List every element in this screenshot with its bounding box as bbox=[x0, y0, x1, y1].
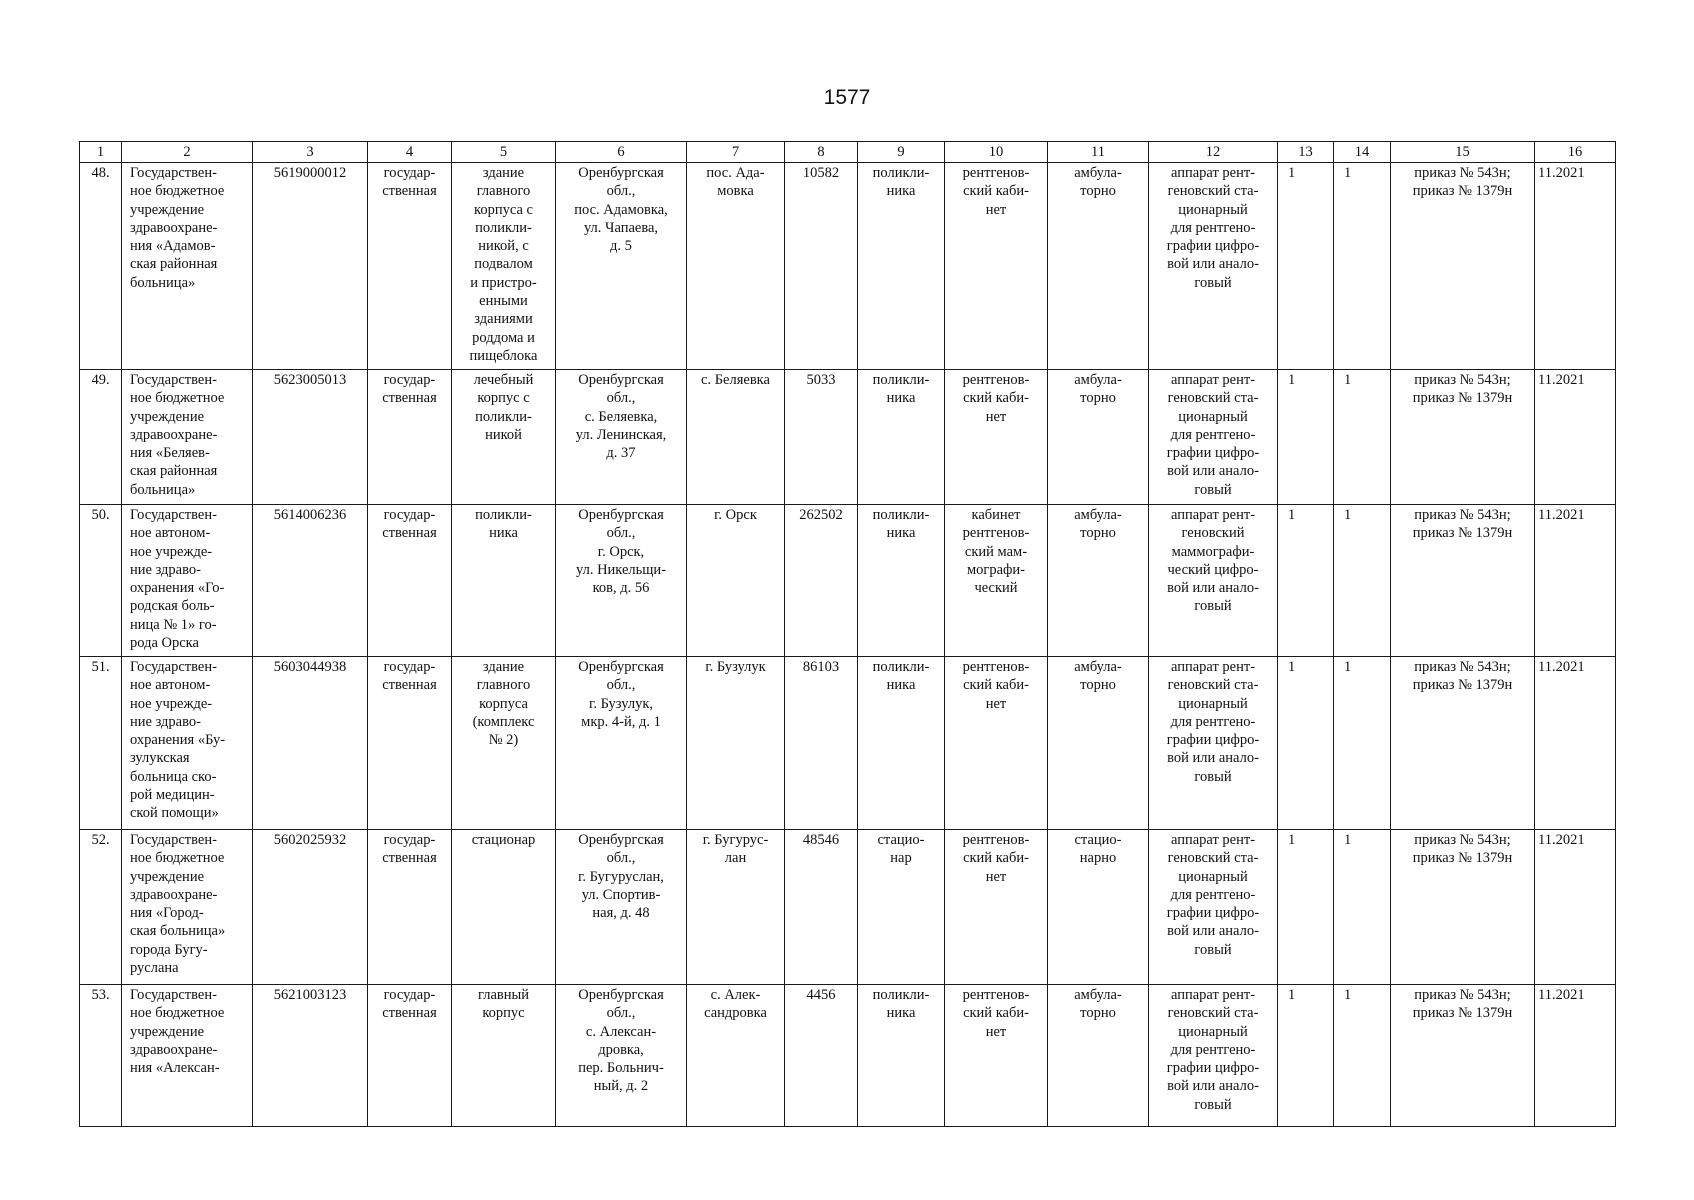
room-type-cell: рентгенов- ский каби- нет bbox=[945, 657, 1048, 830]
order-reference-cell: приказ № 543н; приказ № 1379н bbox=[1391, 370, 1535, 505]
inn-code-cell: 5603044938 bbox=[253, 657, 368, 830]
quantity-13-cell: 1 bbox=[1278, 985, 1334, 1127]
column-number: 15 bbox=[1391, 142, 1535, 163]
organization-name-cell: Государствен- ное бюджетное учреждение здравоохране- ния «Беляев- ская районная больница» bbox=[122, 370, 253, 505]
row-number-cell: 50. bbox=[80, 505, 122, 657]
organization-name-cell: Государствен- ное бюджетное учреждение здравоохране- ния «Алексан- bbox=[122, 985, 253, 1127]
column-number: 6 bbox=[556, 142, 687, 163]
care-condition-cell: амбула- торно bbox=[1048, 163, 1149, 370]
building-name-cell: стационар bbox=[452, 830, 556, 985]
order-reference-cell: приказ № 543н; приказ № 1379н bbox=[1391, 505, 1535, 657]
ownership-form-cell: государ- ственная bbox=[368, 830, 452, 985]
date-cell: 11.2021 bbox=[1535, 830, 1616, 985]
order-reference-cell: приказ № 543н; приказ № 1379н bbox=[1391, 657, 1535, 830]
column-number: 2 bbox=[122, 142, 253, 163]
ownership-form-cell: государ- ственная bbox=[368, 985, 452, 1127]
table-row bbox=[80, 985, 1616, 1127]
building-name-cell: поликли- ника bbox=[452, 505, 556, 657]
building-name-cell: лечебный корпус с поликли- никой bbox=[452, 370, 556, 505]
address-cell: Оренбургская обл., с. Алексан- дровка, пер. Больнич- ный, д. 2 bbox=[556, 985, 687, 1127]
address-cell: Оренбургская обл., с. Беляевка, ул. Ленинская, д. 37 bbox=[556, 370, 687, 505]
care-condition-cell: амбула- торно bbox=[1048, 370, 1149, 505]
room-type-cell: рентгенов- ский каби- нет bbox=[945, 370, 1048, 505]
population-count-cell: 5033 bbox=[785, 370, 858, 505]
room-type-cell: рентгенов- ский каби- нет bbox=[945, 163, 1048, 370]
table-row bbox=[80, 830, 1616, 985]
locality-cell: пос. Ада- мовка bbox=[687, 163, 785, 370]
row-number-cell: 52. bbox=[80, 830, 122, 985]
ownership-form-cell: государ- ственная bbox=[368, 505, 452, 657]
organization-name-cell: Государствен- ное бюджетное учреждение здравоохране- ния «Город- ская больница» города Бугу- руслана bbox=[122, 830, 253, 985]
column-number: 12 bbox=[1149, 142, 1278, 163]
row-number-cell: 51. bbox=[80, 657, 122, 830]
page-number: 1577 bbox=[823, 86, 871, 109]
equipment-type-cell: аппарат рент- геновский маммографи- ческий цифро- вой или анало- говый bbox=[1149, 505, 1278, 657]
population-count-cell: 4456 bbox=[785, 985, 858, 1127]
care-condition-cell: амбула- торно bbox=[1048, 505, 1149, 657]
organization-name-cell: Государствен- ное автоном- ное учрежде- ние здраво- охранения «Бу- зулукская больница ско- рой медицин- ской помощи» bbox=[122, 657, 253, 830]
care-condition-cell: стацио- нарно bbox=[1048, 830, 1149, 985]
population-count-cell: 10582 bbox=[785, 163, 858, 370]
inn-code-cell: 5621003123 bbox=[253, 985, 368, 1127]
building-name-cell: здание главного корпуса с поликли- никой, с подвалом и пристро- енными зданиями роддома и пищеблока bbox=[452, 163, 556, 370]
order-reference-cell: приказ № 543н; приказ № 1379н bbox=[1391, 163, 1535, 370]
quantity-14-cell: 1 bbox=[1334, 163, 1391, 370]
column-number: 5 bbox=[452, 142, 556, 163]
quantity-13-cell: 1 bbox=[1278, 657, 1334, 830]
locality-cell: с. Беляевка bbox=[687, 370, 785, 505]
quantity-13-cell: 1 bbox=[1278, 370, 1334, 505]
column-number: 8 bbox=[785, 142, 858, 163]
row-number-cell: 49. bbox=[80, 370, 122, 505]
table-row bbox=[80, 370, 1616, 505]
ownership-form-cell: государ- ственная bbox=[368, 657, 452, 830]
order-reference-cell: приказ № 543н; приказ № 1379н bbox=[1391, 985, 1535, 1127]
quantity-13-cell: 1 bbox=[1278, 830, 1334, 985]
inn-code-cell: 5614006236 bbox=[253, 505, 368, 657]
locality-cell: с. Алек- сандровка bbox=[687, 985, 785, 1127]
equipment-type-cell: аппарат рент- геновский ста- ционарный для рентгено- графии цифро- вой или анало- говый bbox=[1149, 163, 1278, 370]
date-cell: 11.2021 bbox=[1535, 657, 1616, 830]
address-cell: Оренбургская обл., г. Бугуруслан, ул. Спортив- ная, д. 48 bbox=[556, 830, 687, 985]
equipment-type-cell: аппарат рент- геновский ста- ционарный для рентгено- графии цифро- вой или анало- говый bbox=[1149, 830, 1278, 985]
ownership-form-cell: государ- ственная bbox=[368, 370, 452, 505]
column-number: 14 bbox=[1334, 142, 1391, 163]
equipment-type-cell: аппарат рент- геновский ста- ционарный для рентгено- графии цифро- вой или анало- говый bbox=[1149, 985, 1278, 1127]
unit-type-cell: поликли- ника bbox=[858, 657, 945, 830]
locality-cell: г. Орск bbox=[687, 505, 785, 657]
unit-type-cell: поликли- ника bbox=[858, 505, 945, 657]
date-cell: 11.2021 bbox=[1535, 370, 1616, 505]
column-number: 9 bbox=[858, 142, 945, 163]
building-name-cell: здание главного корпуса (комплекс № 2) bbox=[452, 657, 556, 830]
column-number: 11 bbox=[1048, 142, 1149, 163]
inn-code-cell: 5602025932 bbox=[253, 830, 368, 985]
ownership-form-cell: государ- ственная bbox=[368, 163, 452, 370]
organization-name-cell: Государствен- ное бюджетное учреждение здравоохране- ния «Адамов- ская районная больница» bbox=[122, 163, 253, 370]
room-type-cell: рентгенов- ский каби- нет bbox=[945, 985, 1048, 1127]
column-number: 13 bbox=[1278, 142, 1334, 163]
address-cell: Оренбургская обл., г. Бузулук, мкр. 4-й, д. 1 bbox=[556, 657, 687, 830]
quantity-14-cell: 1 bbox=[1334, 830, 1391, 985]
date-cell: 11.2021 bbox=[1535, 163, 1616, 370]
population-count-cell: 48546 bbox=[785, 830, 858, 985]
date-cell: 11.2021 bbox=[1535, 505, 1616, 657]
room-type-cell: кабинет рентгенов- ский мам- мографи- ческий bbox=[945, 505, 1048, 657]
care-condition-cell: амбула- торно bbox=[1048, 657, 1149, 830]
inn-code-cell: 5623005013 bbox=[253, 370, 368, 505]
equipment-type-cell: аппарат рент- геновский ста- ционарный для рентгено- графии цифро- вой или анало- говый bbox=[1149, 370, 1278, 505]
column-number: 10 bbox=[945, 142, 1048, 163]
table-row bbox=[80, 163, 1616, 370]
unit-type-cell: поликли- ника bbox=[858, 370, 945, 505]
column-number: 7 bbox=[687, 142, 785, 163]
locality-cell: г. Бугурус- лан bbox=[687, 830, 785, 985]
locality-cell: г. Бузулук bbox=[687, 657, 785, 830]
table-body bbox=[80, 142, 1616, 1127]
building-name-cell: главный корпус bbox=[452, 985, 556, 1127]
quantity-13-cell: 1 bbox=[1278, 505, 1334, 657]
quantity-14-cell: 1 bbox=[1334, 657, 1391, 830]
unit-type-cell: поликли- ника bbox=[858, 163, 945, 370]
row-number-cell: 48. bbox=[80, 163, 122, 370]
registry-table bbox=[79, 141, 1616, 1127]
row-number-cell: 53. bbox=[80, 985, 122, 1127]
column-number: 1 bbox=[80, 142, 122, 163]
column-number: 16 bbox=[1535, 142, 1616, 163]
room-type-cell: рентгенов- ский каби- нет bbox=[945, 830, 1048, 985]
address-cell: Оренбургская обл., г. Орск, ул. Никельщи- ков, д. 56 bbox=[556, 505, 687, 657]
population-count-cell: 86103 bbox=[785, 657, 858, 830]
quantity-14-cell: 1 bbox=[1334, 505, 1391, 657]
column-number: 3 bbox=[253, 142, 368, 163]
care-condition-cell: амбула- торно bbox=[1048, 985, 1149, 1127]
inn-code-cell: 5619000012 bbox=[253, 163, 368, 370]
table-row bbox=[80, 505, 1616, 657]
order-reference-cell: приказ № 543н; приказ № 1379н bbox=[1391, 830, 1535, 985]
address-cell: Оренбургская обл., пос. Адамовка, ул. Чапаева, д. 5 bbox=[556, 163, 687, 370]
table-row bbox=[80, 657, 1616, 830]
unit-type-cell: поликли- ника bbox=[858, 985, 945, 1127]
unit-type-cell: стацио- нар bbox=[858, 830, 945, 985]
organization-name-cell: Государствен- ное автоном- ное учрежде- ние здраво- охранения «Го- родская боль- ница № 1» го- рода Орска bbox=[122, 505, 253, 657]
quantity-14-cell: 1 bbox=[1334, 370, 1391, 505]
column-number-row bbox=[80, 142, 1616, 163]
column-number: 4 bbox=[368, 142, 452, 163]
population-count-cell: 262502 bbox=[785, 505, 858, 657]
date-cell: 11.2021 bbox=[1535, 985, 1616, 1127]
quantity-14-cell: 1 bbox=[1334, 985, 1391, 1127]
equipment-type-cell: аппарат рент- геновский ста- ционарный для рентгено- графии цифро- вой или анало- говый bbox=[1149, 657, 1278, 830]
quantity-13-cell: 1 bbox=[1278, 163, 1334, 370]
